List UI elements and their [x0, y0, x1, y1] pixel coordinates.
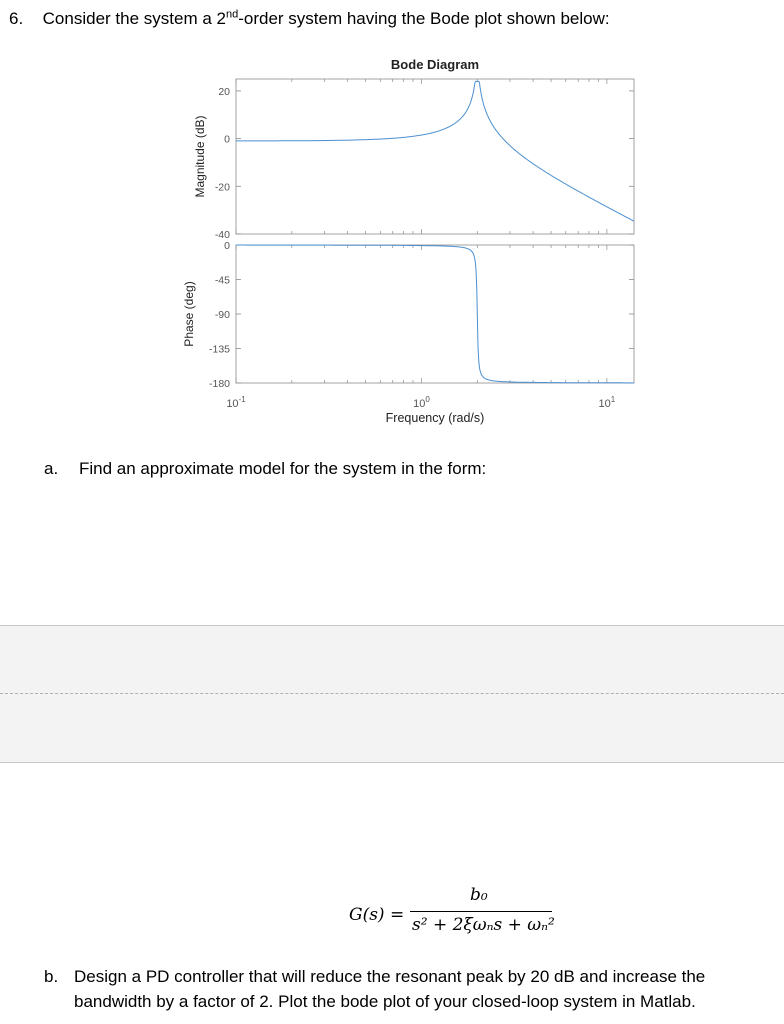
mag-y-tick-label: -20	[214, 181, 230, 194]
phase-y-tick-label: 0	[224, 240, 230, 252]
part-b-label: b.	[44, 967, 59, 986]
fraction-bar	[410, 911, 552, 912]
part-b-line1: Design a PD controller that will reduce the resonant peak by 20 dB and increase the	[74, 967, 706, 986]
phase-y-tick-label: -180	[208, 378, 230, 390]
bode-diagram	[0, 0, 784, 440]
part-a-label: a.	[44, 459, 59, 478]
x-tick-label: $10^0$	[413, 395, 430, 410]
mag-y-tick-label: 0	[224, 133, 230, 146]
question-text: Consider the system a 2nd-order system having the Bode plot shown below:	[42, 8, 610, 28]
mag-y-tick-label: -40	[214, 229, 230, 241]
part-b-line2: bandwidth by a factor of 2. Plot the bode plot of your closed-loop system in Matlab.	[74, 992, 696, 1011]
chart-title: Bode Diagram	[390, 57, 480, 72]
page-break-band	[0, 625, 784, 763]
phase-y-tick-label: -90	[214, 309, 230, 321]
magnitude-axis-label: Magnitude (dB)	[193, 115, 207, 198]
x-axis-label: Frequency (rad/s)	[385, 411, 485, 425]
formula-lhs: G(s) =	[349, 905, 405, 925]
magnitude-axes-box	[236, 79, 634, 234]
part-a	[44, 459, 58, 479]
x-tick-label: $10^{-1}$	[226, 395, 246, 410]
phase-y-tick-label: -135	[208, 343, 230, 356]
part-a-text: Find an approximate model for the system in the form:	[79, 459, 487, 478]
mag-y-tick-label: 20	[218, 85, 230, 98]
page-break-line	[0, 693, 784, 694]
formula-numerator: b₀	[470, 885, 488, 905]
phase-axis-label: Phase (deg)	[182, 281, 196, 347]
question-number: 6.	[9, 9, 24, 28]
x-tick-label: $10^1$	[598, 395, 616, 410]
formula-denominator: s² + 2ξωₙs + ωₙ²	[412, 915, 555, 935]
phase-y-tick-label: -45	[214, 274, 230, 287]
phase-axes-box	[236, 245, 634, 383]
